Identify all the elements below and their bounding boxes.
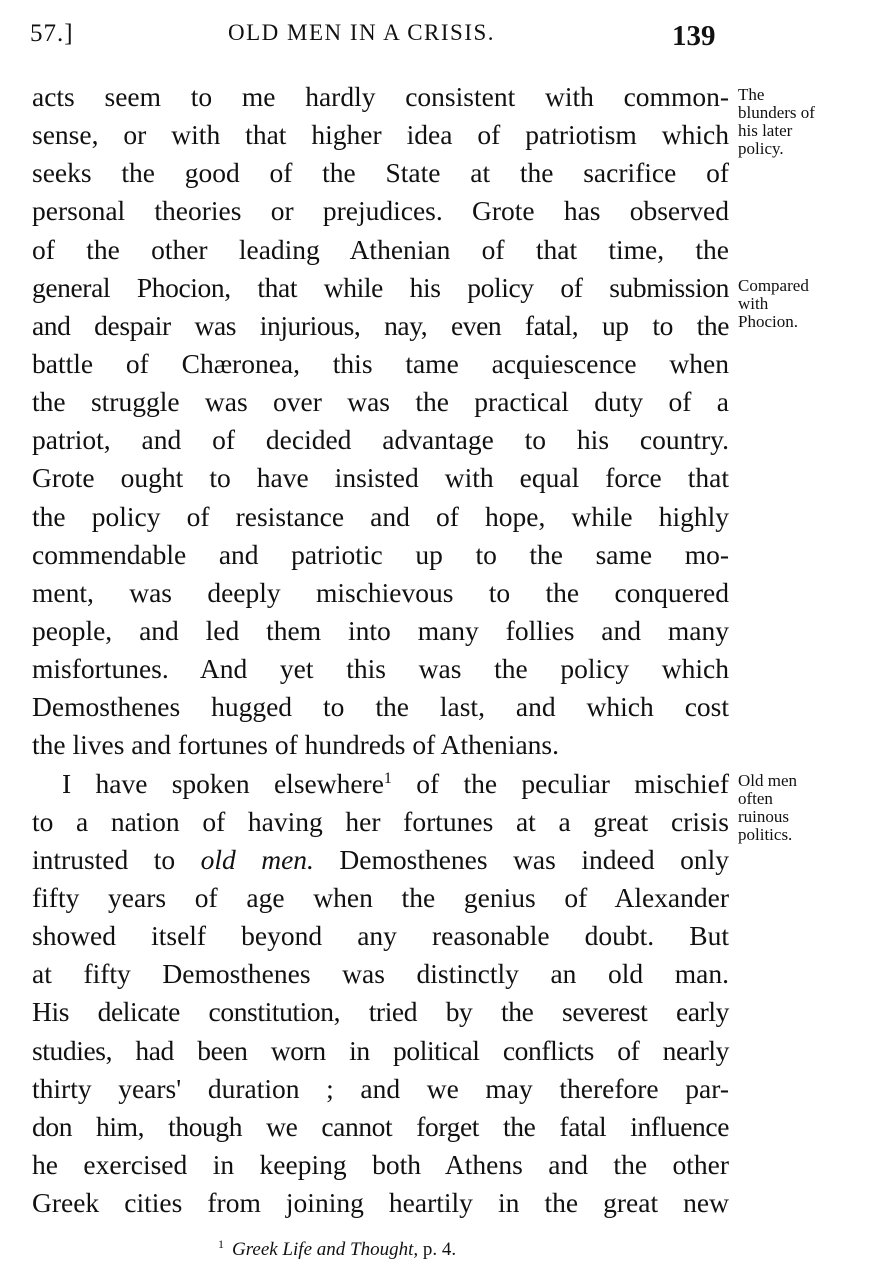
text-line: sense, or with that higher idea of patriotism which: [32, 119, 729, 151]
marginal-note-phocion: [738, 277, 878, 331]
text-fragment: I have spoken elsewhere: [62, 767, 384, 799]
marginal-line: blunders of: [738, 103, 815, 122]
text-line: commendable and patriotic up to the same mo-: [32, 538, 729, 570]
text-line: general Phocion, that while his policy of submission: [32, 271, 729, 303]
text-line: thirty years' duration ; and we may therefore par-: [32, 1072, 729, 1104]
text-line: acts seem to me hardly consistent with common-: [32, 81, 729, 112]
marginal-line: with: [738, 294, 769, 313]
text-line: Demosthenes hugged to the last, and which cost: [32, 691, 729, 723]
text-line: [32, 765, 729, 803]
marginal-line: his later: [738, 121, 793, 140]
text-line: ment, was deeply mischievous to the conquered: [32, 576, 729, 608]
paragraph-1: [32, 78, 729, 765]
text-line: at fifty Demosthenes was distinctly an old man.: [32, 958, 729, 990]
footnote: [218, 1237, 456, 1261]
text-line: fifty years of age when the genius of Alexander: [32, 881, 729, 913]
text-line: the policy of resistance and of hope, while highly: [32, 500, 729, 532]
marginal-line: ruinous: [738, 807, 789, 826]
text-line: showed itself beyond any reasonable doubt. But: [32, 920, 729, 952]
text-line: His delicate constitution, tried by the severest early: [32, 996, 729, 1028]
text-line: studies, had been worn in political conflicts of nearly: [32, 1034, 729, 1066]
text-line: of the other leading Athenian of that time, the: [32, 233, 729, 265]
marginal-line: policy.: [738, 139, 784, 158]
marginal-note-old-men: [738, 772, 878, 844]
text-fragment: intrusted to: [32, 843, 201, 875]
marginal-line: Phocion.: [738, 312, 798, 331]
text-line: the struggle was over was the practical duty of a: [32, 386, 729, 418]
section-number: 57.]: [30, 20, 74, 47]
body-text: [32, 78, 729, 1222]
text-line: people, and led them into many follies and many: [32, 614, 729, 646]
page-number: 139: [672, 20, 716, 52]
text-line: and despair was injurious, nay, even fatal, up to the: [32, 309, 729, 341]
footnote-mark: 1: [218, 1237, 224, 1251]
italic-phrase: old men.: [200, 843, 314, 875]
text-line: Greek cities from joining heartily in the great new: [32, 1187, 729, 1219]
marginal-line: Old men: [738, 771, 798, 790]
text-fragment: of the peculiar mischief: [391, 767, 729, 799]
footnote-title: Greek Life and Thought,: [232, 1239, 419, 1260]
text-line: the lives and fortunes of hundreds of Athenians.: [32, 729, 559, 761]
text-line: misfortunes. And yet this was the policy which: [32, 653, 729, 685]
text-line: he exercised in keeping both Athens and the other: [32, 1148, 729, 1180]
marginal-line: The: [738, 85, 765, 104]
text-line: battle of Chæronea, this tame acquiescence when: [32, 347, 729, 379]
text-fragment: Demosthenes was indeed only: [313, 843, 729, 875]
running-header: [0, 16, 881, 56]
footnote-reference: 1: [383, 769, 392, 787]
text-line: to a nation of having her fortunes at a great crisis: [32, 805, 729, 837]
text-line: don him, though we cannot forget the fatal influence: [32, 1110, 729, 1142]
text-line: [32, 841, 729, 879]
text-line: patriot, and of decided advantage to his country.: [32, 424, 729, 456]
running-title: OLD MEN IN A CRISIS.: [228, 20, 496, 45]
marginal-line: often: [738, 789, 773, 808]
marginal-line: politics.: [738, 825, 793, 844]
paragraph-2: [32, 765, 729, 1223]
footnote-page-ref: p. 4.: [418, 1239, 457, 1260]
text-line: Grote ought to have insisted with equal force that: [32, 462, 729, 494]
marginal-note-blunders: [738, 86, 878, 158]
text-line: seeks the good of the State at the sacrifice of: [32, 157, 729, 189]
text-line: personal theories or prejudices. Grote has observed: [32, 195, 729, 227]
marginal-line: Compared: [738, 276, 809, 295]
